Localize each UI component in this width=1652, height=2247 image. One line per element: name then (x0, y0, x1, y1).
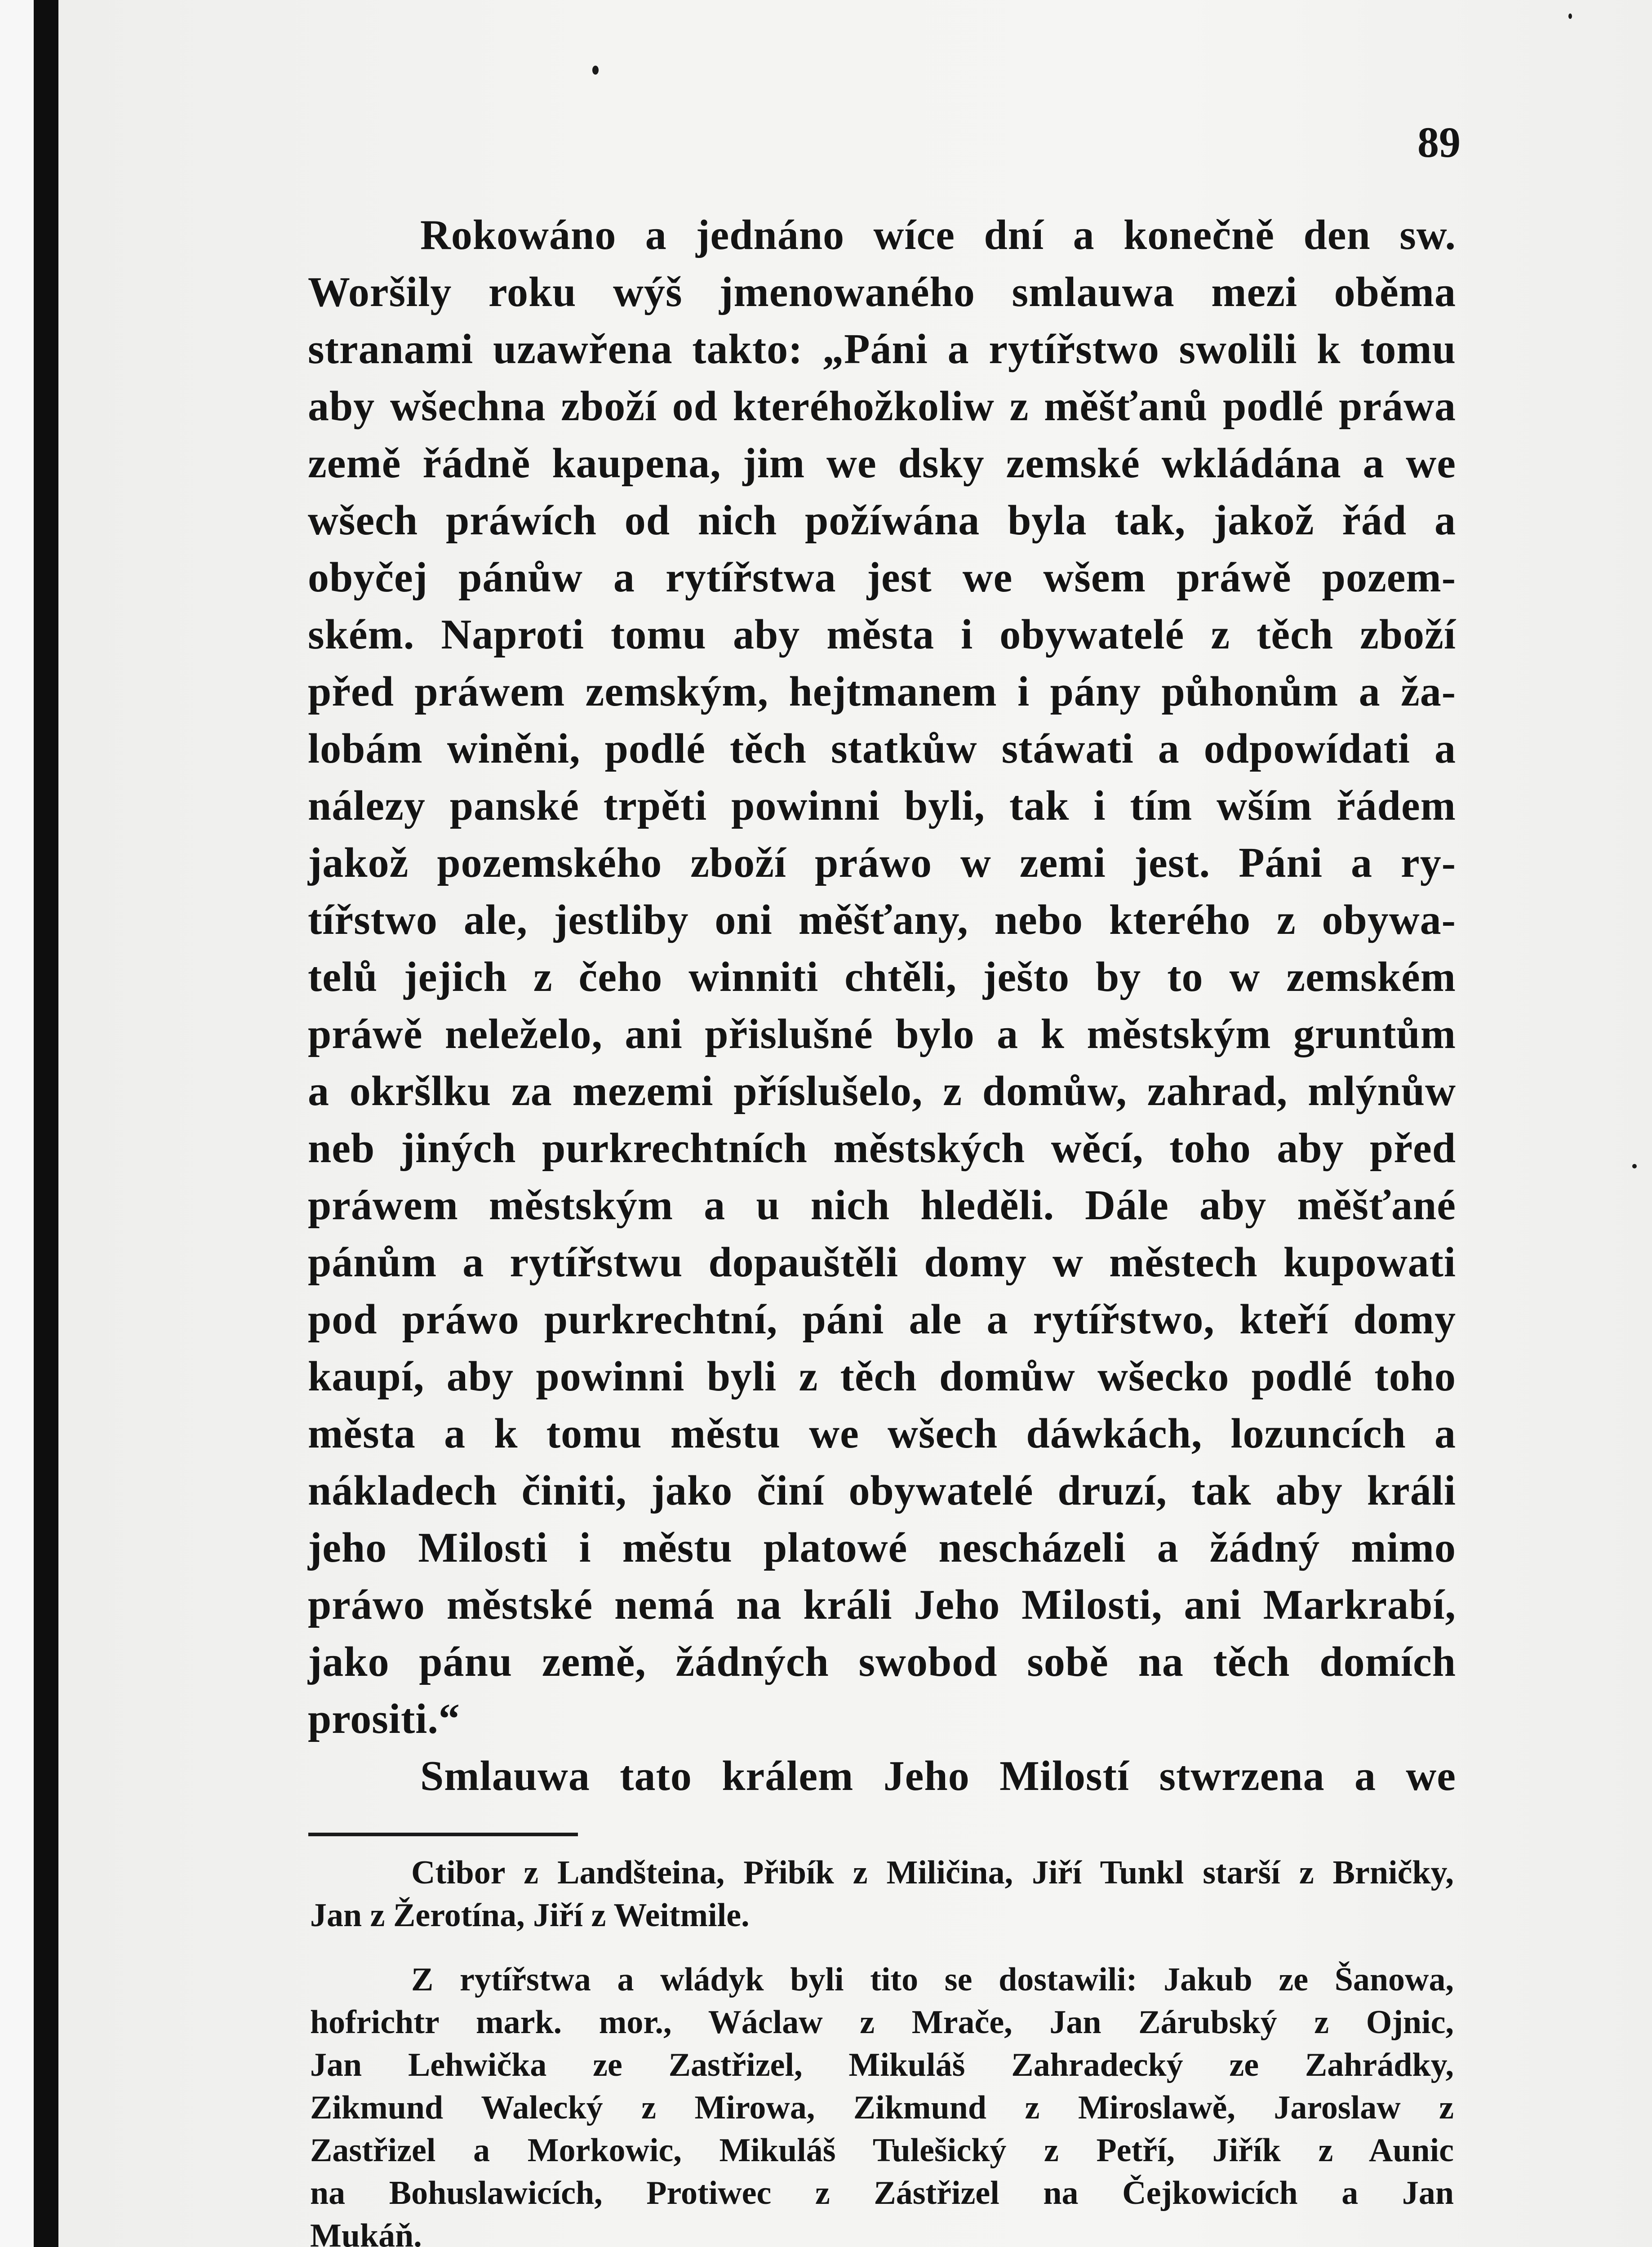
body-line: telů jejich z čeho winniti chtěli, ješto by to w zemském (308, 954, 1456, 1000)
body-line: Woršily roku wýš jmenowaného smlauwa mezi oběma (308, 269, 1456, 315)
footnote-line: Ctibor z Landšteina, Přibík z Miličina, Jiří Tunkl starší z Brničky, (411, 1854, 1454, 1891)
body-line: země řádně kaupena, jim we dsky zemské wkládána a we (308, 440, 1456, 487)
body-line: práwem městským a u nich hleděli. Dále aby měšťané (308, 1182, 1456, 1229)
body-line: neb jiných purkrechtních městských wěcí, toho aby před (308, 1125, 1456, 1172)
footnote-line: Jan z Žerotína, Jiří z Weitmile. (310, 1897, 750, 1934)
body-line: stranami uzawřena takto: „Páni a rytířstwo swolili k tomu (308, 326, 1456, 373)
ink-speck (592, 66, 599, 75)
footnote-line: Zastřizel a Morkowic, Mikuláš Tulešický z Petří, Jiřík z Aunic (310, 2132, 1454, 2169)
body-line: ském. Naproti tomu aby města i obywatelé z těch zboží (308, 611, 1456, 658)
body-line: pánům a rytířstwu dopauštěli domy w městech kupowati (308, 1239, 1456, 1286)
book-page (58, 0, 1652, 2247)
footnote-line: na Bohuslawicích, Protiwec z Zástřizel na Čejkowicích a Jan (310, 2175, 1454, 2211)
body-line: jako pánu země, žádných swobod sobě na těch domích (308, 1639, 1456, 1685)
footnote-line: hofrichtr mark. mor., Wáclaw z Mrače, Jan Zárubský z Ojnic, (310, 2004, 1454, 2041)
body-line: práwě neleželo, ani přislušné bylo a k městským gruntům (308, 1011, 1456, 1057)
footnote-gap (310, 1937, 1454, 1958)
body-line: města a k tomu městu we wšech dáwkách, lozuncích a (308, 1410, 1456, 1457)
footnote (310, 1852, 1454, 2247)
outer-margin (0, 0, 34, 2247)
footnote-divider (308, 1833, 578, 1836)
body-line: obyčej pánůw a rytířstwa jest we wšem práwě pozem- (308, 554, 1456, 601)
ink-speck (1568, 13, 1572, 19)
body-line: nákladech činiti, jako činí obywatelé druzí, tak aby králi (308, 1467, 1456, 1514)
body-line: aby wšechna zboží od kteréhožkoliw z měšťanů podlé práwa (308, 383, 1456, 430)
page-number: 89 (1417, 118, 1461, 166)
footnote-line: Mukáň. (310, 2217, 422, 2247)
ink-speck (1632, 1164, 1637, 1168)
footnote-line: Z rytířstwa a wládyk byli tito se dostawili: Jakub ze Šanowa, (411, 1961, 1454, 1998)
body-line: jakož pozemského zboží práwo w zemi jest. Páni a ry- (308, 839, 1456, 886)
body-line: Rokowáno a jednáno wíce dní a konečně den sw. (420, 212, 1456, 258)
binding-edge (34, 0, 58, 2247)
body-line: wšech práwích od nich požíwána byla tak, jakož řád a (308, 497, 1456, 544)
body-line: lobám winěni, podlé těch statkůw stáwati a odpowídati a (308, 725, 1456, 772)
body-line: prositi.“ (308, 1696, 460, 1742)
body-line: kaupí, aby powinni byli z těch domůw wšecko podlé toho (308, 1353, 1456, 1400)
body-line: pod práwo purkrechtní, páni ale a rytířstwo, kteří domy (308, 1296, 1456, 1343)
footnote-line: Zikmund Walecký z Mirowa, Zikmund z Miroslawě, Jaroslaw z (310, 2089, 1454, 2126)
body-line: a okršlku za mezemi příslušelo, z domůw, zahrad, mlýnůw (308, 1068, 1456, 1115)
body-text (308, 207, 1456, 1805)
body-line: jeho Milosti i městu platowé nescházeli a žádný mimo (308, 1524, 1456, 1571)
body-line: nálezy panské trpěti powinni byli, tak i tím wším řádem (308, 782, 1456, 829)
body-line: tířstwo ale, jestliby oni měšťany, nebo kterého z obywa- (308, 897, 1456, 943)
body-line: Smlauwa tato králem Jeho Milostí stwrzena a we (420, 1753, 1456, 1799)
footnote-line: Jan Lehwička ze Zastřizel, Mikuláš Zahradecký ze Zahrádky, (310, 2047, 1454, 2083)
body-line: před práwem zemským, hejtmanem i pány půhonům a ža- (308, 668, 1456, 715)
body-line: práwo městské nemá na králi Jeho Milosti, ani Markrabí, (308, 1581, 1456, 1628)
